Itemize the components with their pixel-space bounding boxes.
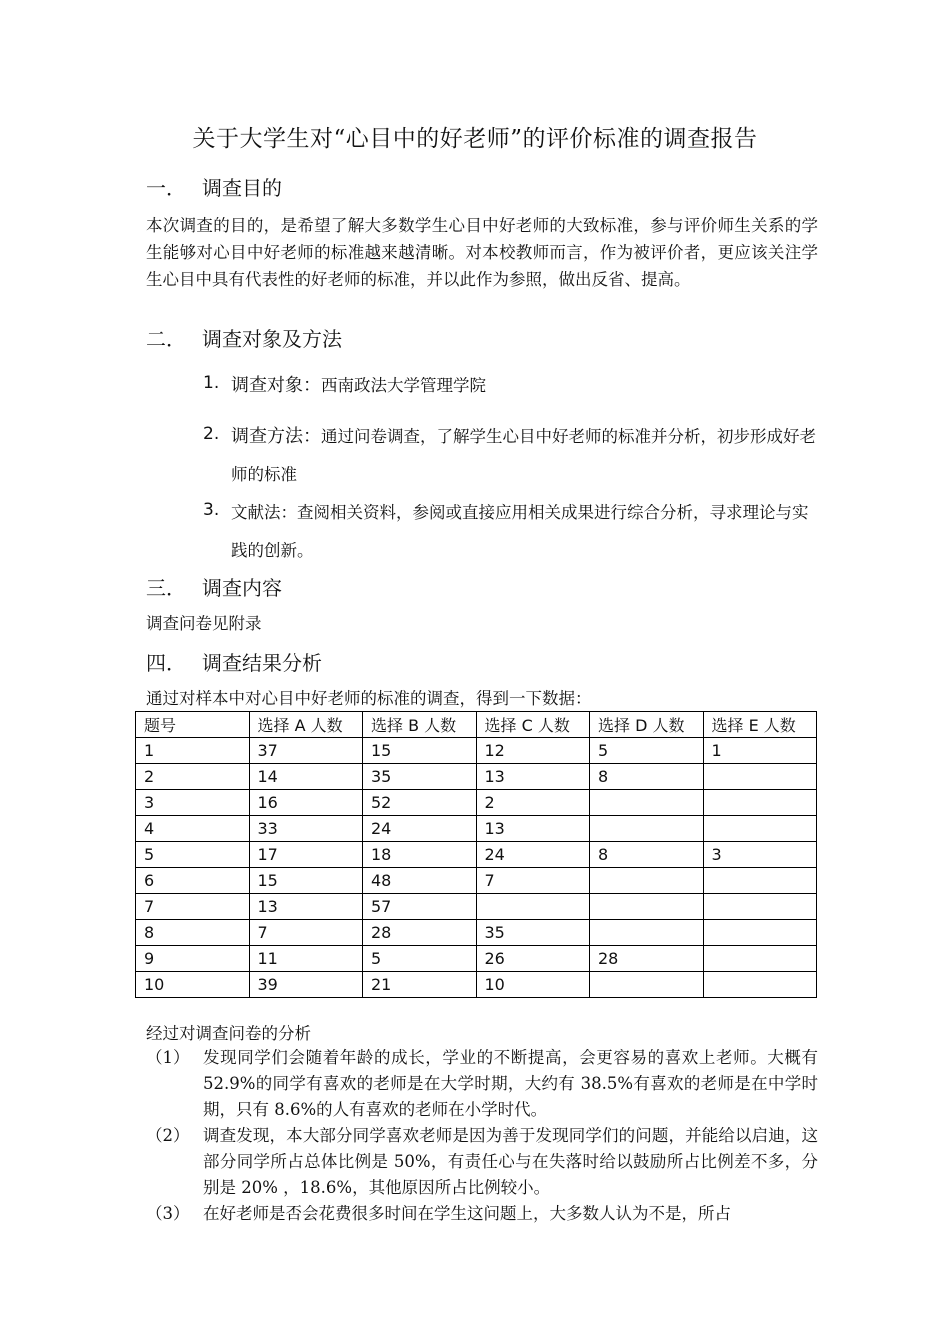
table-cell: 52 xyxy=(363,790,477,816)
section-label: 调查结果分析 xyxy=(202,651,322,675)
table-cell xyxy=(703,764,817,790)
results-table xyxy=(135,711,817,998)
section-heading-results xyxy=(146,647,322,676)
method-number: 1. xyxy=(203,373,220,393)
section-label: 调查目的 xyxy=(202,176,282,200)
section-number: 四． xyxy=(146,651,186,675)
table-cell xyxy=(703,946,817,972)
table-cell: 9 xyxy=(136,946,250,972)
analysis-item-3 xyxy=(146,1201,818,1227)
table-header-cell: 选择 D 人数 xyxy=(590,712,704,738)
table-cell: 15 xyxy=(249,868,363,894)
table-cell xyxy=(590,790,704,816)
section-label: 调查内容 xyxy=(202,576,282,600)
table-row xyxy=(136,790,817,816)
table-cell xyxy=(703,868,817,894)
table-cell xyxy=(590,868,704,894)
table-cell: 4 xyxy=(136,816,250,842)
table-cell xyxy=(703,816,817,842)
table-cell: 8 xyxy=(136,920,250,946)
analysis-marker: （2） xyxy=(146,1126,190,1145)
analysis-list xyxy=(146,1045,818,1227)
table-cell: 10 xyxy=(136,972,250,998)
table-cell: 17 xyxy=(249,842,363,868)
table-cell: 16 xyxy=(249,790,363,816)
table-cell xyxy=(590,816,704,842)
table-cell: 28 xyxy=(590,946,704,972)
method-text: 通过问卷调查，了解学生心目中好老师的标准并分析，初步形成好老师的标准 xyxy=(231,427,816,484)
method-text: 文献法：查阅相关资料，参阅或直接应用相关成果进行综合分析，寻求理论与实践的创新。 xyxy=(231,503,809,560)
table-cell: 7 xyxy=(249,920,363,946)
section-label: 调查对象及方法 xyxy=(202,327,342,351)
table-cell: 28 xyxy=(363,920,477,946)
table-row xyxy=(136,894,817,920)
table-header-cell: 选择 E 人数 xyxy=(703,712,817,738)
table-cell: 1 xyxy=(136,738,250,764)
table-cell: 13 xyxy=(476,816,590,842)
table-cell: 5 xyxy=(363,946,477,972)
section-number: 一． xyxy=(146,176,186,200)
table-header-cell: 选择 B 人数 xyxy=(363,712,477,738)
table-cell: 12 xyxy=(476,738,590,764)
table-cell xyxy=(590,894,704,920)
table-cell: 10 xyxy=(476,972,590,998)
method-item-3 xyxy=(203,494,818,570)
table-cell: 26 xyxy=(476,946,590,972)
report-title: 关于大学生对“心目中的好老师”的评价标准的调查报告 xyxy=(192,126,758,152)
table-row xyxy=(136,764,817,790)
table-cell: 3 xyxy=(703,842,817,868)
table-cell: 2 xyxy=(136,764,250,790)
table-cell: 5 xyxy=(136,842,250,868)
analysis-text: 在好老师是否会花费很多时间在学生这问题上，大多数人认为不是，所占 xyxy=(203,1204,731,1223)
table-cell: 48 xyxy=(363,868,477,894)
method-text: 西南政法大学管理学院 xyxy=(321,376,486,395)
table-cell xyxy=(703,790,817,816)
table-row xyxy=(136,920,817,946)
table-cell xyxy=(703,920,817,946)
table-cell: 7 xyxy=(476,868,590,894)
table-header-cell: 题号 xyxy=(136,712,250,738)
table-cell: 13 xyxy=(476,764,590,790)
table-cell: 3 xyxy=(136,790,250,816)
table-cell: 39 xyxy=(249,972,363,998)
table-cell: 24 xyxy=(476,842,590,868)
table-cell xyxy=(703,972,817,998)
table-cell: 8 xyxy=(590,764,704,790)
section-heading-methods xyxy=(146,323,342,352)
table-cell: 1 xyxy=(703,738,817,764)
analysis-text: 调查发现，本大部分同学喜欢老师是因为善于发现同学们的问题，并能给以启迪，这部分同学所占总体比例是 50%，有责任心与在失落时给以鼓励所占比例差不多，分别是 20% ，18.6%，其他原因所占比例较小。 xyxy=(203,1126,818,1197)
table-cell: 7 xyxy=(136,894,250,920)
table-cell: 6 xyxy=(136,868,250,894)
table-cell: 35 xyxy=(476,920,590,946)
method-number: 2. xyxy=(203,424,220,444)
table-cell: 11 xyxy=(249,946,363,972)
analysis-item-1 xyxy=(146,1045,818,1123)
table-cell xyxy=(590,972,704,998)
table-header-cell: 选择 A 人数 xyxy=(249,712,363,738)
analysis-marker: （1） xyxy=(146,1048,190,1067)
table-cell: 33 xyxy=(249,816,363,842)
table-cell: 21 xyxy=(363,972,477,998)
section-heading-purpose xyxy=(146,172,282,201)
table-cell: 18 xyxy=(363,842,477,868)
table-cell: 35 xyxy=(363,764,477,790)
table-row xyxy=(136,842,817,868)
table-cell: 24 xyxy=(363,816,477,842)
table-cell: 13 xyxy=(249,894,363,920)
table-cell: 2 xyxy=(476,790,590,816)
method-item-2 xyxy=(203,418,818,494)
table-cell xyxy=(590,920,704,946)
table-header-cell: 选择 C 人数 xyxy=(476,712,590,738)
table-row xyxy=(136,816,817,842)
table-cell: 15 xyxy=(363,738,477,764)
analysis-marker: （3） xyxy=(146,1204,190,1223)
section-heading-content xyxy=(146,572,282,601)
table-intro: 通过对样本中对心目中好老师的标准的调查，得到一下数据： xyxy=(146,689,592,708)
table-row xyxy=(136,868,817,894)
table-row xyxy=(136,946,817,972)
analysis-text: 发现同学们会随着年龄的成长，学业的不断提高，会更容易的喜欢上老师。大概有 52.9%的同学有喜欢的老师是在大学时期，大约有 38.5%有喜欢的老师是在中学时期，只有 8.6%的人有喜欢的老师在小学时代。 xyxy=(203,1048,818,1119)
method-label: 调查对象： xyxy=(231,375,321,396)
table-row xyxy=(136,972,817,998)
content-paragraph: 调查问卷见附录 xyxy=(146,614,262,633)
table-cell: 14 xyxy=(249,764,363,790)
section-number: 三． xyxy=(146,576,186,600)
method-item-1 xyxy=(203,367,818,405)
table-cell xyxy=(476,894,590,920)
analysis-intro: 经过对调查问卷的分析 xyxy=(146,1024,311,1043)
table-header-row xyxy=(136,712,817,738)
table-cell: 37 xyxy=(249,738,363,764)
table-cell: 57 xyxy=(363,894,477,920)
table-cell: 8 xyxy=(590,842,704,868)
table-row xyxy=(136,738,817,764)
purpose-paragraph: 本次调查的目的，是希望了解大多数学生心目中好老师的大致标准，参与评价师生关系的学生能够对心目中好老师的标准越来越清晰。对本校教师而言，作为被评价者，更应该关注学生心目中具有代表性的好老师的标准，并以此作为参照，做出反省、提高。 xyxy=(146,216,818,289)
method-label: 调查方法： xyxy=(231,426,321,447)
analysis-item-2 xyxy=(146,1123,818,1201)
section-number: 二． xyxy=(146,327,186,351)
table-cell xyxy=(703,894,817,920)
method-number: 3. xyxy=(203,500,220,520)
table-cell: 5 xyxy=(590,738,704,764)
